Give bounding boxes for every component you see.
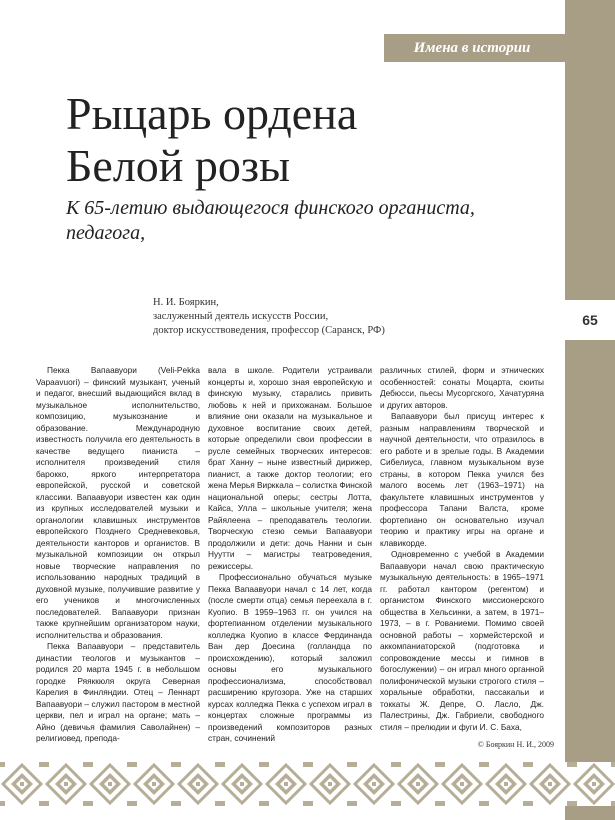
author-name: Н. И. Бояркин, bbox=[153, 297, 219, 308]
paragraph: Профессионально обучаться музыке Пекка Вапаавуори начал с 14 лет, когда (после смерти отца) семья переехала в г. Куопио. В 1959–1963 гг. он учился на фортепианном отделении музыкального колледжа Куопио в классе Фердинанда Ван дер Доесина (голландца по происхождению), который заложил основы его музыкального профессионализма, способствовал расширению кругозора. Уже на старших курсах колледжа Пекка с успехом играл в концертах сложные программы из произведений композиторов разных стран, сочинений bbox=[208, 572, 372, 743]
author-title-2: доктор искусствоведения, профессор (Саранск, РФ) bbox=[153, 325, 385, 336]
title-line-2: Белой розы bbox=[66, 140, 290, 191]
paragraph: Пекка Вапаавуори – представитель династии теологов и музыкантов – родился 20 марта 1945 г. в небольшом городке Ряяккюля округа Северная Карелия в Финляндии. Отец – Леннарт Вапаавуори – служил пастором в местной церкви, пел и играл на органе; мать – Айно (девичья фамилия Саволайнен) – религиовед, препода- bbox=[36, 641, 200, 743]
text-column-2 bbox=[208, 365, 372, 745]
text-column-1 bbox=[36, 365, 200, 745]
paragraph: Вапаавуори был присущ интерес к разным направлениям творческой и научной деятельности, что отразилось в его работе и в зрелые годы. В Академии Сибелиуса, главном музыкальном вузе страны, в котором Пекка учился без малого восемь лет (1963–1971) на факультете клавишных инструментов у профессора Тапани Валста, кроме фортепиано он основательно изучал теорию и практику игры на органе и клавикорде. bbox=[380, 411, 544, 548]
rubric-label: Имена в истории bbox=[413, 40, 531, 56]
copyright-notice: © Бояркин Н. И., 2009 bbox=[477, 740, 554, 749]
paragraph: различных стилей, форм и этнических особенностей: сонаты Моцарта, сюиты Дебюсси, пьесы Мусоргского, Хачатуряна и других авторов. bbox=[380, 365, 544, 410]
title-line-1: Рыцарь ордена bbox=[66, 88, 358, 139]
author-title-1: заслуженный деятель искусств России, bbox=[153, 311, 329, 322]
page-number: 65 bbox=[582, 312, 598, 328]
author-block bbox=[153, 296, 553, 338]
side-band bbox=[565, 0, 615, 820]
paragraph: вала в школе. Родители устраивали концерты и, хорошо зная европейскую и финскую музыку, старались привить любовь к ней и прихожанам. Большое влияние они оказали на музыкальное и духовное воспитание своих детей, которые определили свои профессии в русле семейных творческих интересов: брат Ханну – ныне известный дирижер, пианист, а также доктор теологии; его жена Мерья Вирккала – солистка Финской национальной оперы; сестры Лотта, Кайса, Улла – школьные учителя; жена Райялеена – преподаватель теологии. Творческую стезю семьи Вапаавуори продолжили и дети: дочь Нанни и сын Нуутти – магистры театроведения, режиссеры. bbox=[208, 365, 373, 571]
paragraph: Пекка Вапаавуори (Veli-Pekka Vapaavuori) – финский музыкант, ученый и педагог, внесший выдающийся вклад в музыкальное исполнительство, композицию, музыкознание и образование. Международную известность получила его деятельность в качестве ведущего пианиста – исполнителя произведений стиля барокко, яркого интерпретатора европейской, русской и советской классики. Вапаавуори известен как один из крупных исследователей музыки и органологии клавишных инструментов европейского Позднего Средневековья, деятельности канторов и органистов. В музыкальной композиции он открыл новые творческие направления по использованию народных традиций в духовной музыке, получившие развитие у его учеников и многочисленных последователей. Вапаавуори признан также крупнейшим организатором науки, исполнительства и образования. bbox=[36, 365, 200, 640]
text-column-3 bbox=[380, 365, 544, 733]
article-title bbox=[66, 88, 546, 192]
article-subtitle: К 65-летию выдающегося финского органиста, педагога, bbox=[66, 197, 475, 244]
ornament-border bbox=[0, 762, 615, 806]
paragraph: Одновременно с учебой в Академии Вапаавуори начал свою практическую музыкальную деятельность: в 1965–1971 гг. работал кантором (регентом) и органистом Финского миссионерского общества в Хельсинки, а затем, в 1971–1973, – в г. Рованиеми. Помимо своей основной работы – хормейстерской и аккомпаниаторской (подготовка и сопровождение мессы и гимнов в богослужении) – он играл много органной полифонической музыки строгого стиля – хоральные обработки, пассакальи и токкаты Ж. Депре, О. Ласло, Дж. Палестрины, Дж. Габриели, свободного стиля – прелюдии и фуги И. С. Баха, bbox=[380, 549, 544, 732]
